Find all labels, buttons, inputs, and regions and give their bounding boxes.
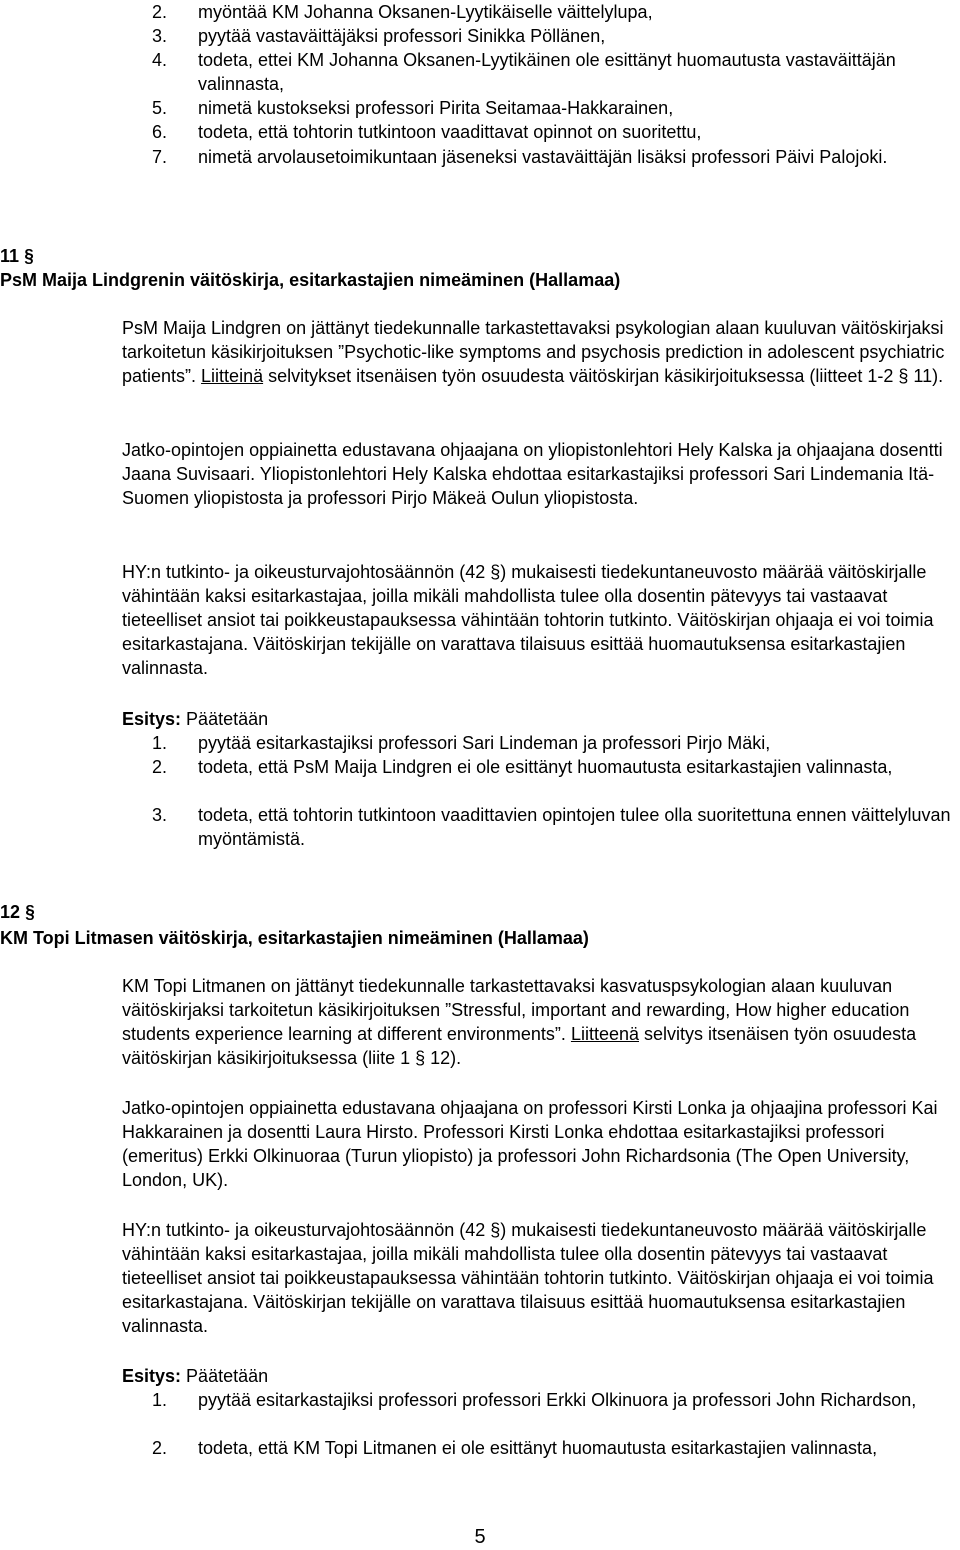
section-number: 11 § [0, 246, 34, 266]
paragraph: Jatko-opintojen oppiainetta edustavana ohjaajana on professori Kirsti Lonka ja ohjaajina professori Kai Hakkarainen ja dosentti Laura Hirsto. Professori Kirsti Lonka ehdottaa esitarkastajiksi professori (emeritus) Erkki Olkinuoraa (Turun yliopisto) ja professori John Richardsonia (The Open University, London, UK). [122, 1098, 938, 1190]
list-item: 3. pyytää vastaväittäjäksi professori Sinikka Pöllänen, [152, 26, 606, 46]
paragraph: Jatko-opintojen oppiainetta edustavana ohjaajana on yliopistonlehtori Hely Kalska ja ohjaajana dosentti Jaana Suvisaari. Yliopistonlehtori Hely Kalska ehdottaa esitarkastajiksi professori Sari Lindemania Itä-Suomen yliopistosta ja professori Pirjo Mäkeä Oulun yliopistosta. [122, 440, 943, 508]
paragraph: HY:n tutkinto- ja oikeusturvajohtosäännön (42 §) mukaisesti tiedekuntaneuvosto määrää väitöskirjalle vähintään kaksi esitarkastajaa, joilla mikäli mahdollista tulee olla dosentin pätevyys tai vastaavat tieteelliset ansiot tai poikkeustapauksessa vähintään tohtorin tutkinto. Väitöskirjan ohjaaja ei voi toimia esitarkastajana. Väitöskirjan tekijälle on varattava tilaisuus esittää huomautuksensa esitarkastajien valinnasta. [122, 562, 934, 678]
list-item: 2. myöntää KM Johanna Oksanen-Lyytikäiselle väittelylupa, [152, 2, 653, 22]
list-item: 3. todeta, että tohtorin tutkintoon vaadittavien opintojen tulee olla suoritettuna ennen väittelyluvan myöntämistä. [152, 805, 951, 849]
list-item: 2. todeta, että KM Topi Litmanen ei ole esittänyt huomautusta esitarkastajien valinnasta, [152, 1438, 878, 1458]
paragraph: KM Topi Litmanen on jättänyt tiedekunnalle tarkastettavaksi kasvatuspsykologian alaan kuuluvan väitöskirjaksi tarkoitetun käsikirjoituksen ”Stressful, important and rewarding, How higher education students experience learning at different environments”. Liitteenä selvitys itsenäisen työn osuudesta väitöskirjan käsikirjoituksessa (liite 1 § 12). [122, 976, 917, 1068]
attachment-link[interactable]: Liitteenä [570, 1024, 639, 1044]
list-item: 4. todeta, ettei KM Johanna Oksanen-Lyytikäinen ole esittänyt huomautusta vastaväittäjän valinnasta, [152, 50, 896, 94]
attachment-link[interactable]: Liitteinä [201, 366, 264, 386]
list-item: 2. todeta, että PsM Maija Lindgren ei ole esittänyt huomautusta esitarkastajien valinnasta, [152, 757, 893, 777]
paragraph: PsM Maija Lindgren on jättänyt tiedekunnalle tarkastettavaksi psykologian alaan kuuluvan väitöskirjaksi tarkoitetun käsikirjoituksen ”Psychotic-like symptoms and psychosis prediction in adolescent psychiatric patients”. Liitteinä selvitykset itsenäisen työn osuudesta väitöskirjan käsikirjoituksessa (liitteet 1-2 § 11). [122, 318, 945, 386]
list-item: 5. nimetä kustokseksi professori Pirita Seitamaa-Hakkarainen, [152, 98, 674, 118]
paragraph: HY:n tutkinto- ja oikeusturvajohtosäännön (42 §) mukaisesti tiedekuntaneuvosto määrää väitöskirjalle vähintään kaksi esitarkastajaa, joilla mikäli mahdollista tulee olla dosentin pätevyys tai vastaavat tieteelliset ansiot tai poikkeustapauksessa vähintään tohtorin tutkinto. Väitöskirjan ohjaaja ei voi toimia esitarkastajana. Väitöskirjan tekijälle on varattava tilaisuus esittää huomautuksensa esitarkastajien valinnasta. [122, 1220, 934, 1336]
proposal-label: Esitys: [122, 709, 182, 729]
page-number: 5 [474, 1526, 486, 1548]
section-sign: § [24, 246, 34, 266]
section-sign: § [25, 902, 35, 922]
list-item: 7. nimetä arvolausetoimikuntaan jäseneksi vastaväittäjän lisäksi professori Päivi Palojoki. [152, 147, 888, 167]
list-item: 1. pyytää esitarkastajiksi professori professori Erkki Olkinuora ja professori John Richardson, [152, 1390, 917, 1410]
list-item: 6. todeta, että tohtorin tutkintoon vaadittavat opinnot on suoritettu, [152, 122, 702, 142]
proposal-line: Esitys: Päätetään [122, 709, 269, 729]
proposal-line: Esitys: Päätetään [122, 1366, 269, 1386]
section-number: 12 § [0, 902, 35, 922]
list-item: 1. pyytää esitarkastajiksi professori Sari Lindeman ja professori Pirjo Mäki, [152, 733, 771, 753]
section-title: KM Topi Litmasen väitöskirja, esitarkastajien nimeäminen (Hallamaa) [0, 928, 589, 948]
proposal-label: Esitys: [122, 1366, 182, 1386]
section-title: PsM Maija Lindgrenin väitöskirja, esitarkastajien nimeäminen (Hallamaa) [0, 270, 621, 290]
